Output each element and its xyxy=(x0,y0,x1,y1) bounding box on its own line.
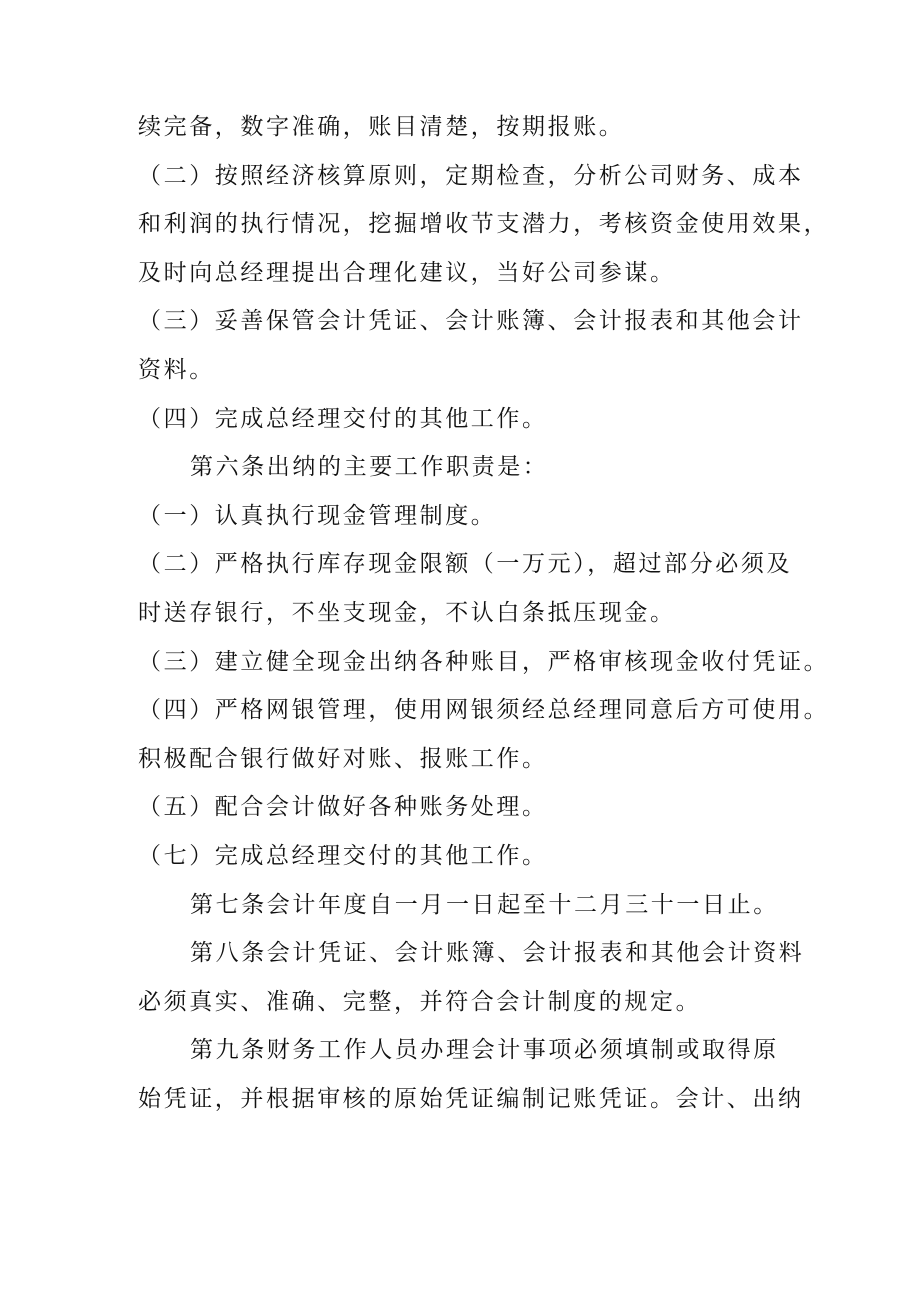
text-line: 及时向总经理提出合理化建议，当好公司参谋。 xyxy=(138,259,676,286)
article-line: 第八条会计凭证、会计账簿、会计报表和其他会计资料 xyxy=(190,940,805,967)
text-line: 续完备，数字准确，账目清楚，按期报账。 xyxy=(138,114,625,140)
text-line: 和利润的执行情况，挖掘增收节支潜力，考核资金使用效果， xyxy=(138,211,830,238)
text-line: （三）建立健全现金出纳各种账目，严格审核现金收付凭证。 xyxy=(138,648,830,675)
text-line: （二）严格执行库存现金限额（一万元），超过部分必须及 xyxy=(138,551,793,578)
text-line: （四）完成总经理交付的其他工作。 xyxy=(138,405,548,432)
text-line: 始凭证，并根据审核的原始凭证编制记账凭证。会计、出纳 xyxy=(138,1085,804,1112)
text-line: （三）妥善保管会计凭证、会计账簿、会计报表和其他会计 xyxy=(138,308,804,335)
article-heading-line: 第六条出纳的主要工作职责是： xyxy=(190,454,549,481)
text-line: 必须真实、准确、完整，并符合会计制度的规定。 xyxy=(138,988,702,1015)
article-line: 第九条财务工作人员办理会计事项必须填制或取得原 xyxy=(190,1037,779,1064)
text-line: 资料。 xyxy=(138,356,215,383)
text-line: 积极配合银行做好对账、报账工作。 xyxy=(138,745,548,772)
text-line: （七）完成总经理交付的其他工作。 xyxy=(138,842,548,869)
text-line: （五）配合会计做好各种账务处理。 xyxy=(138,794,548,821)
text-line: 时送存银行，不坐支现金，不认白条抵压现金。 xyxy=(138,599,676,626)
text-line: （二）按照经济核算原则，定期检查，分析公司财务、成本 xyxy=(138,162,804,189)
text-line: （四）严格网银管理，使用网银须经总经理同意后方可使用。 xyxy=(138,697,830,724)
text-line: （一）认真执行现金管理制度。 xyxy=(138,502,497,529)
document-body xyxy=(138,103,830,1123)
article-line: 第七条会计年度自一月一日起至十二月三十一日止。 xyxy=(190,891,779,918)
